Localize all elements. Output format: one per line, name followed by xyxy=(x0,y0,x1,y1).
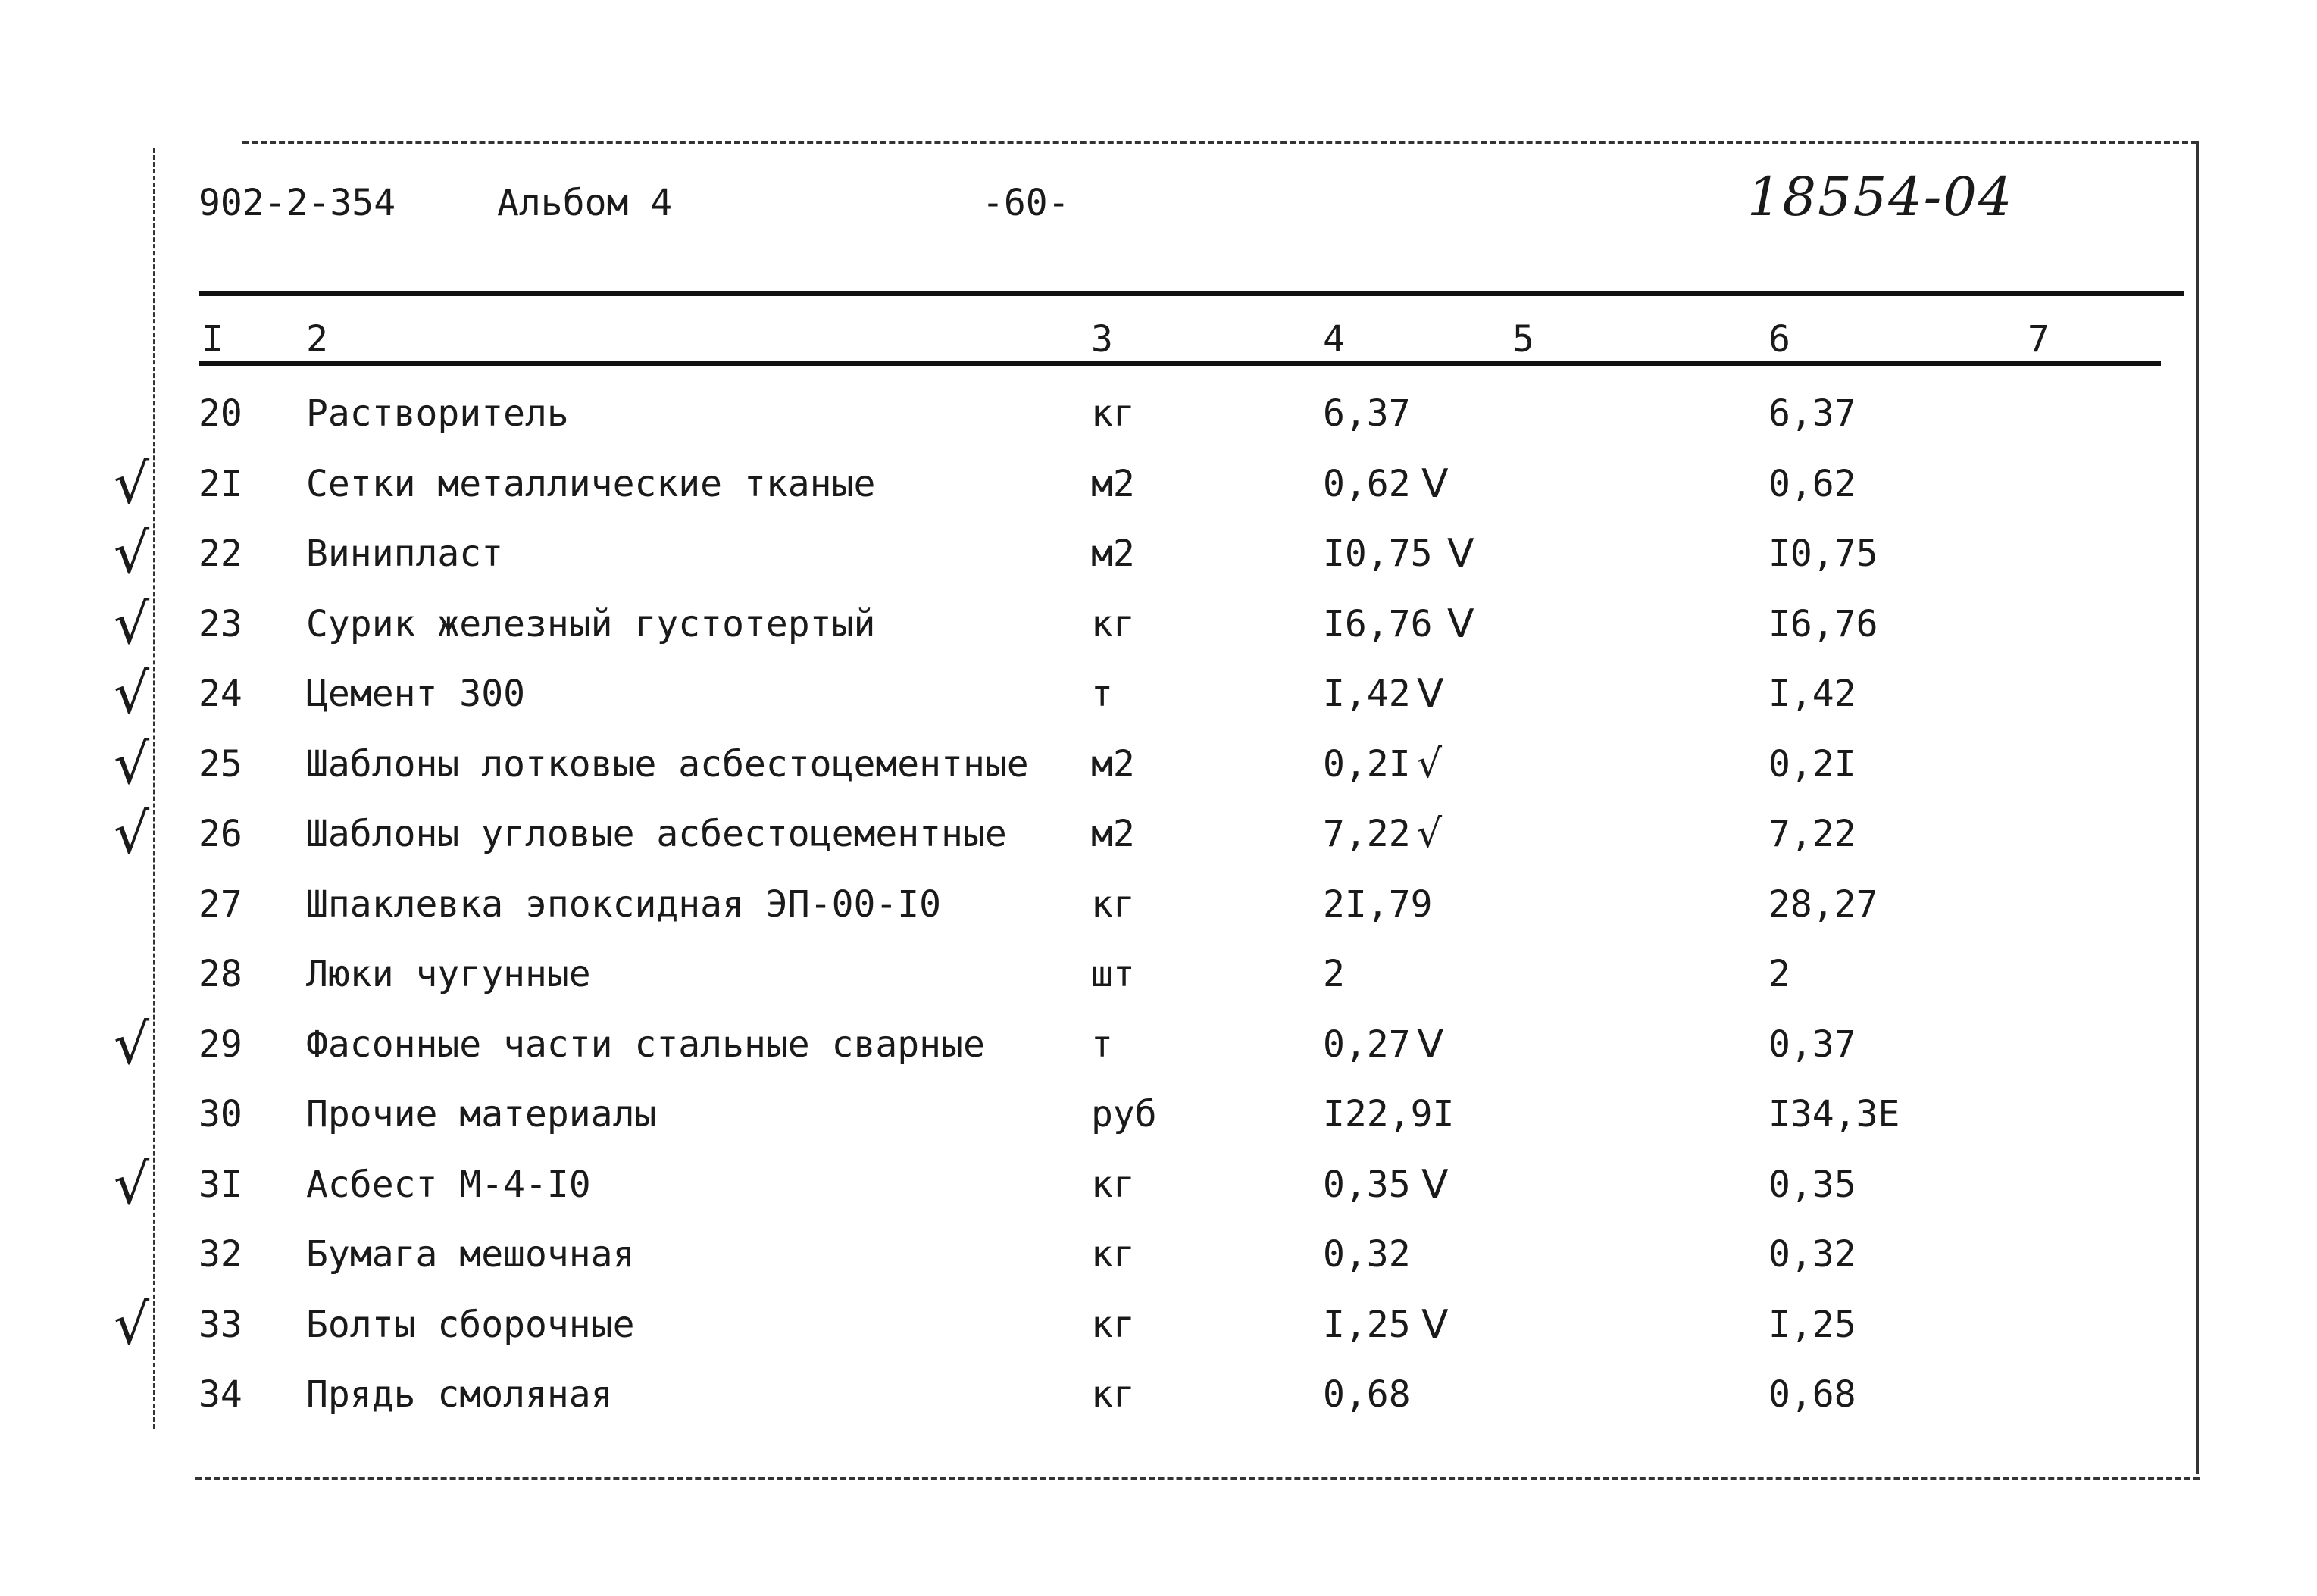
document-code: 902-2-354 xyxy=(199,182,396,224)
row-number: 3I xyxy=(199,1163,242,1206)
check-mark-icon: √ xyxy=(114,451,150,517)
value-col-6: 0,35 xyxy=(1768,1163,1856,1206)
material-name: Фасонные части стальные сварные xyxy=(306,1023,985,1066)
value-col-4: 0,2I xyxy=(1323,742,1411,786)
tick-mark-icon: V xyxy=(1447,531,1474,576)
value-col-4: I0,75 xyxy=(1323,533,1433,575)
check-mark-icon: √ xyxy=(114,731,150,797)
value-col-6: 2 xyxy=(1768,953,1790,995)
unit: кг xyxy=(1091,1303,1135,1346)
unit: кг xyxy=(1091,1233,1135,1276)
table-row xyxy=(0,1151,2317,1230)
unit: м2 xyxy=(1091,533,1135,575)
column-header-rule xyxy=(199,361,2161,366)
unit: м2 xyxy=(1091,813,1135,855)
row-number: 24 xyxy=(199,673,242,715)
tick-mark-icon: V xyxy=(1447,601,1474,647)
value-col-6: 0,62 xyxy=(1768,462,1856,505)
value-col-4: 2I,79 xyxy=(1323,882,1433,926)
value-col-4: 0,32 xyxy=(1323,1233,1411,1276)
column-number-1: I xyxy=(202,318,224,361)
row-number: 32 xyxy=(199,1233,242,1276)
material-name: Шпаклевка эпоксидная ЭП-00-I0 xyxy=(306,882,942,926)
value-col-6: 0,37 xyxy=(1768,1023,1856,1066)
table-row xyxy=(0,591,2317,670)
row-number: 28 xyxy=(199,953,242,995)
column-number-6: 6 xyxy=(1768,318,1790,361)
frame-bottom-border xyxy=(195,1477,2200,1480)
row-number: 29 xyxy=(199,1023,242,1066)
table-row xyxy=(0,731,2317,810)
value-col-6: 7,22 xyxy=(1768,813,1856,855)
table-row xyxy=(0,882,2317,950)
material-name: Цемент 300 xyxy=(306,673,525,715)
header-rule xyxy=(199,291,2184,296)
value-col-6: 6,37 xyxy=(1768,392,1856,435)
check-mark-icon: √ xyxy=(114,801,150,867)
value-col-4: 2 xyxy=(1323,953,1345,995)
value-col-6: I0,75 xyxy=(1768,533,1878,575)
material-name: Сурик железный густотертый xyxy=(306,602,876,645)
material-name: Прядь смоляная xyxy=(306,1373,613,1416)
row-number: 30 xyxy=(199,1093,242,1135)
row-number: 33 xyxy=(199,1303,242,1346)
check-mark-icon: √ xyxy=(114,521,150,586)
value-col-4: I,42 xyxy=(1323,673,1411,715)
value-col-6: I,25 xyxy=(1768,1303,1856,1346)
table-row xyxy=(0,951,2317,1020)
value-col-6: I,42 xyxy=(1768,673,1856,715)
unit: т xyxy=(1091,1023,1113,1066)
album-label: Альбом 4 xyxy=(497,182,673,224)
table-row xyxy=(0,1011,2317,1090)
table-row xyxy=(0,661,2317,739)
column-number-4: 4 xyxy=(1323,318,1345,361)
material-name: Болты сборочные xyxy=(306,1303,635,1346)
column-number-3: 3 xyxy=(1091,318,1113,361)
unit: шт xyxy=(1091,953,1135,995)
unit: м2 xyxy=(1091,462,1135,505)
unit: т xyxy=(1091,673,1113,715)
unit: руб xyxy=(1091,1093,1157,1135)
table-row xyxy=(0,391,2317,459)
tick-mark-icon: √ xyxy=(1417,811,1443,857)
row-number: 26 xyxy=(199,813,242,855)
unit: кг xyxy=(1091,1373,1135,1416)
row-number: 34 xyxy=(199,1373,242,1416)
table-row xyxy=(0,1232,2317,1300)
row-number: 25 xyxy=(199,742,242,786)
value-col-6: 0,2I xyxy=(1768,742,1856,786)
row-number: 2I xyxy=(199,462,242,505)
tick-mark-icon: V xyxy=(1421,1301,1449,1348)
value-col-6: 0,68 xyxy=(1768,1373,1856,1416)
table-row xyxy=(0,451,2317,529)
tick-mark-icon: V xyxy=(1421,1161,1449,1207)
check-mark-icon: √ xyxy=(114,1151,150,1217)
table-row xyxy=(0,801,2317,879)
tick-mark-icon: V xyxy=(1417,1021,1444,1067)
check-mark-icon: √ xyxy=(114,1011,150,1077)
unit: кг xyxy=(1091,882,1135,926)
value-col-4: I,25 xyxy=(1323,1303,1411,1346)
material-name: Асбест М-4-I0 xyxy=(306,1163,591,1206)
value-col-4: 0,62 xyxy=(1323,462,1411,505)
tick-mark-icon: V xyxy=(1421,461,1449,507)
tick-mark-icon: √ xyxy=(1417,741,1443,787)
row-number: 20 xyxy=(199,392,242,435)
column-number-7: 7 xyxy=(2028,318,2050,361)
unit: м2 xyxy=(1091,742,1135,786)
material-name: Винипласт xyxy=(306,533,504,575)
table-row xyxy=(0,1372,2317,1440)
unit: кг xyxy=(1091,392,1135,435)
value-col-6: I6,76 xyxy=(1768,602,1878,645)
value-col-4: I22,9I xyxy=(1323,1093,1455,1135)
table-row xyxy=(0,1092,2317,1160)
column-number-2: 2 xyxy=(306,318,328,361)
row-number: 23 xyxy=(199,602,242,645)
row-number: 22 xyxy=(199,533,242,575)
material-name: Бумага мешочная xyxy=(306,1233,635,1276)
material-name: Люки чугунные xyxy=(306,953,591,995)
table-row xyxy=(0,521,2317,599)
row-number: 27 xyxy=(199,882,242,926)
material-name: Шаблоны лотковые асбестоцементные xyxy=(306,742,1029,786)
value-col-4: 0,35 xyxy=(1323,1163,1411,1206)
table-row xyxy=(0,1291,2317,1370)
unit: кг xyxy=(1091,602,1135,645)
material-name: Шаблоны угловые асбестоцементные xyxy=(306,813,1007,855)
value-col-4: 6,37 xyxy=(1323,392,1411,435)
handwritten-number: 18554-04 xyxy=(1747,166,2014,228)
value-col-4: 0,68 xyxy=(1323,1373,1411,1416)
value-col-4: I6,76 xyxy=(1323,602,1433,645)
value-col-4: 0,27 xyxy=(1323,1023,1411,1066)
material-name: Прочие материалы xyxy=(306,1093,657,1135)
check-mark-icon: √ xyxy=(114,1291,150,1357)
tick-mark-icon: V xyxy=(1417,671,1444,717)
check-mark-icon: √ xyxy=(114,661,150,726)
value-col-6: I34,3E xyxy=(1768,1093,1900,1135)
frame-top-border xyxy=(242,141,2197,144)
material-name: Сетки металлические тканые xyxy=(306,462,876,505)
material-name: Растворитель xyxy=(306,392,569,435)
check-mark-icon: √ xyxy=(114,591,150,657)
column-number-5: 5 xyxy=(1512,318,1534,361)
unit: кг xyxy=(1091,1163,1135,1206)
page-number: -60- xyxy=(982,182,1070,224)
value-col-4: 7,22 xyxy=(1323,813,1411,855)
value-col-6: 28,27 xyxy=(1768,882,1878,926)
value-col-6: 0,32 xyxy=(1768,1233,1856,1276)
